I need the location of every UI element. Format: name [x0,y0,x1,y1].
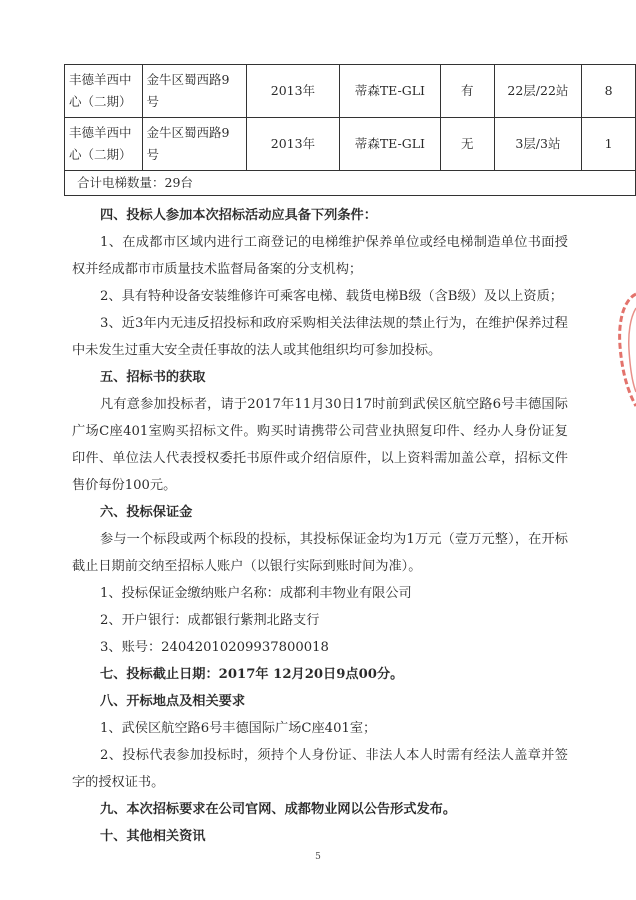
floors-cell: 22层/22站 [494,65,581,118]
section-4-title: 四、投标人参加本次招标活动应具备下列条件： [100,208,377,223]
section-5-title: 五、招标书的获取 [100,370,206,385]
section-5-paragraph: 凡有意参加投标者，请于2017年11月30日17时前到武侯区航空路6号丰德国际广场C座401室购买招标文件。购买时请携带公司营业执照复印件、经办人身份证复印件、单位法人代表授权委托书原件或介绍信原件，以上资料需加盖公章，招标文件售价每份100元。 [72,397,568,493]
project-cell: 丰德羊西中心（二期） [65,65,143,118]
address-cell: 金牛区蜀西路9号 [142,65,246,118]
year-cell: 2013年 [246,65,339,118]
brand-cell: 蒂森TE-GLI [340,118,441,171]
brand-cell: 蒂森TE-GLI [340,65,441,118]
section-8-item-2: 2、投标代表参加投标时，须持个人身份证、非法人本人时需有经法人盖章并签字的授权证书。 [72,748,568,790]
red-seal-stamp-icon [610,290,636,410]
table-row [65,118,636,171]
count-cell: 1 [582,118,636,171]
table-row [65,65,636,118]
section-4-item-3: 3、近3年内无违反招投标和政府采购相关法律法规的禁止行为，在维护保养过程中未发生过重大安全责任事故的法人或其他组织均可参加投标。 [72,316,568,358]
project-cell: 丰德羊西中心（二期） [65,118,143,171]
total-elevator-count: 合计电梯数量：29台 [65,171,636,196]
bank-name: 2、开户银行：成都银行紫荆北路支行 [100,613,320,628]
section-6-paragraph: 参与一个标段或两个标段的投标，其投标保证金均为1万元（壹万元整），在开标截止日期前交纳至招标人账户（以银行实际到账时间为准）。 [72,532,568,574]
section-4-item-2: 2、具有特种设备安装维修许可乘客电梯、载货电梯B级（含B级）及以上资质； [100,289,563,304]
section-7-deadline: 七、投标截止日期：2017年 12月20日9点00分。 [100,667,404,682]
machine-room-cell: 有 [440,65,494,118]
section-4-item-1: 1、在成都市区域内进行工商登记的电梯维护保养单位或经电梯制造单位书面授权并经成都市市质量技术监督局备案的分支机构； [72,235,568,277]
account-number: 3、账号：24042010209937800018 [100,640,329,655]
address-cell: 金牛区蜀西路9号 [142,118,246,171]
count-cell: 8 [582,65,636,118]
table-total-row [65,171,636,196]
machine-room-cell: 无 [440,118,494,171]
section-8-title: 八、开标地点及相关要求 [100,694,246,709]
floors-cell: 3层/3站 [494,118,581,171]
page-number: 5 [315,852,321,862]
year-cell: 2013年 [246,118,339,171]
section-9-title: 九、本次招标要求在公司官网、成都物业网以公告形式发布。 [100,802,457,817]
account-name: 1、投标保证金缴纳账户名称：成都利丰物业有限公司 [100,586,412,601]
section-8-item-1: 1、武侯区航空路6号丰德国际广场C座401室； [100,721,377,736]
elevator-table [64,64,636,196]
section-6-title: 六、投标保证金 [100,505,193,520]
section-10-title: 十、其他相关资讯 [100,829,206,844]
